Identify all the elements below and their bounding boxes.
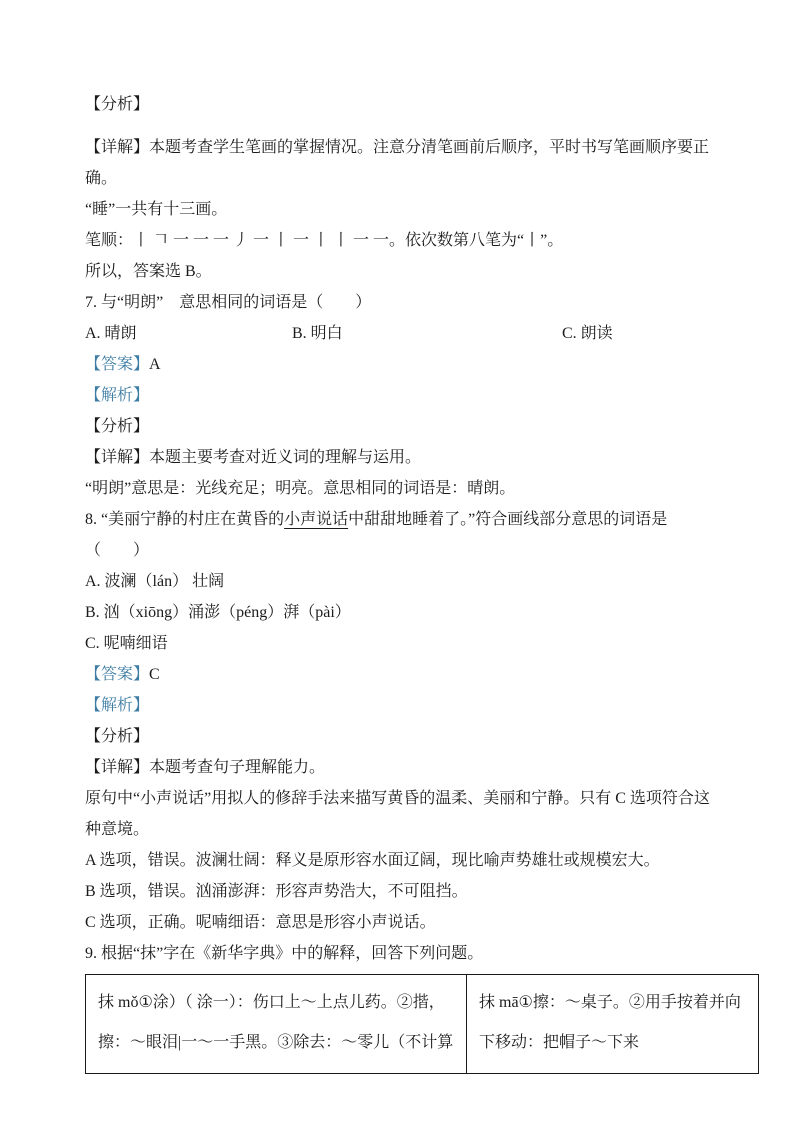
q7-explanation: “明朗”意思是：光线充足；明亮。意思相同的词语是：晴朗。	[85, 480, 516, 497]
q7-option-c: C. 朗读	[562, 325, 613, 342]
analysis-header: 【分析】	[85, 96, 150, 113]
q7-detail-paragraph: 【详解】本题主要考查对近义词的理解与运用。	[85, 449, 422, 466]
question-7-options	[85, 318, 715, 349]
dict-entry-mo: 抹 mǒ①涂）（ 涂一）：伤口上～上点儿药。②揩，擦：～眼泪|一～一手黑。③除去：～零儿（不计算	[86, 975, 467, 1074]
detail-paragraph: 【详解】本题考查学生笔画的掌握情况。注意分清笔画前后顺序，平时书写笔画顺序要正确。	[85, 139, 710, 187]
q8-stem-after: 中甜甜地睡着了。”符合画线部分意思的词语是	[348, 511, 668, 528]
q8-fenxi-header: 【分析】	[85, 728, 150, 745]
q7-option-b: B. 明白	[292, 325, 343, 342]
q8-explanation-c: C 选项，正确。呢喃细语：意思是形容小声说话。	[85, 914, 436, 931]
q7-answer-label: 【答案】	[85, 356, 150, 373]
question-7-stem: 7. 与“明朗” 意思相同的词语是（ ）	[85, 294, 372, 311]
q8-detail-paragraph: 【详解】本题考查句子理解能力。	[85, 759, 326, 776]
dict-entry-ma: 抹 mā①擦：～桌子。②用手按着并向下移动：把帽子～下来	[467, 975, 759, 1074]
q8-option-a: A. 波澜（lán） 壮阔	[85, 573, 225, 590]
q7-answer-line	[85, 349, 715, 380]
stroke-order-text: 笔顺：丨 𠃍 一 一 一 丿 一 丨 一 丨 丨 一 一。依次数第八笔为“丨”。	[85, 232, 564, 249]
conclusion-text: 所以，答案选 B。	[85, 263, 212, 280]
question-8-stem	[85, 504, 715, 535]
q8-stem-parens: （ ）	[85, 542, 150, 559]
q8-answer-value: C	[149, 666, 160, 683]
q8-answer-label: 【答案】	[85, 666, 150, 683]
dictionary-table	[85, 974, 759, 1074]
stroke-count-text: “睡”一共有十三画。	[85, 201, 228, 218]
q8-option-b: B. 汹（xiōng）涌澎（péng）湃（pài）	[85, 604, 351, 621]
q7-jiexi-header: 【解析】	[85, 387, 150, 404]
q7-answer-value: A	[149, 356, 161, 373]
q8-stem-underlined: 小声说话	[284, 511, 349, 528]
table-row	[86, 975, 759, 1074]
q7-fenxi-header: 【分析】	[85, 418, 150, 435]
q8-explanation-main: 原句中“小声说话”用拟人的修辞手法来描写黄昏的温柔、美丽和宁静。只有 C 选项符合这种意境。	[85, 790, 710, 838]
question-9-stem: 9. 根据“抹”字在《新华字典》中的解释，回答下列问题。	[85, 945, 484, 962]
q7-option-a: A. 晴朗	[85, 325, 137, 342]
q8-answer-line	[85, 659, 715, 690]
q8-explanation-b: B 选项，错误。汹涌澎湃：形容声势浩大，不可阻挡。	[85, 883, 468, 900]
q8-jiexi-header: 【解析】	[85, 697, 150, 714]
q8-option-c: C. 呢喃细语	[85, 635, 168, 652]
q8-stem-before: 8. “美丽宁静的村庄在黄昏的	[85, 511, 285, 528]
q8-explanation-a: A 选项，错误。波澜壮阔：释义是原形容水面辽阔，现比喻声势雄壮或规模宏大。	[85, 852, 660, 869]
